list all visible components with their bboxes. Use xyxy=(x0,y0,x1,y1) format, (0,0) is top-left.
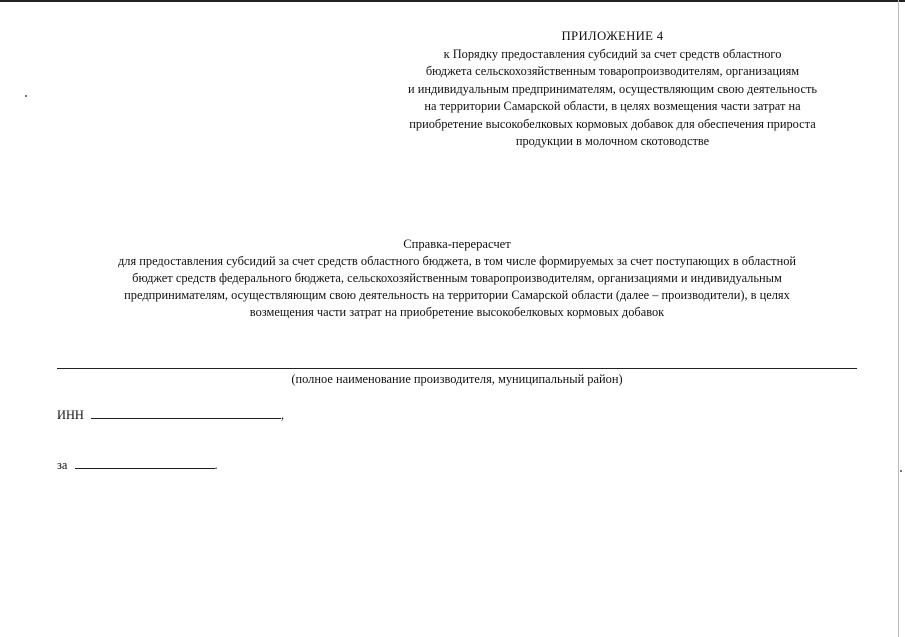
document-subtitle-line: предпринимателям, осуществляющим свою деятельность на территории Самарской области (далее – производители), в целях xyxy=(124,288,790,302)
appendix-line: на территории Самарской области, в целях возмещения части затрат на xyxy=(424,99,801,113)
page-top-border xyxy=(0,0,905,2)
inn-row xyxy=(57,405,284,423)
inn-label: ИНН xyxy=(57,408,84,422)
document-subtitle-line: бюджет средств федерального бюджета, сельскохозяйственным товаропроизводителям, организациями и индивидуальным xyxy=(132,271,782,285)
appendix-line: к Порядку предоставления субсидий за счет средств областного xyxy=(443,46,782,61)
page-right-edge xyxy=(898,0,899,637)
appendix-title: ПРИЛОЖЕНИЕ 4 xyxy=(561,29,664,43)
scan-speck xyxy=(25,95,27,97)
appendix-line: бюджета сельскохозяйственным товаропроизводителям, организациям xyxy=(425,64,800,78)
appendix-line: и индивидуальным предпринимателям, осуществляющим свою деятельность xyxy=(407,81,818,96)
inn-field[interactable] xyxy=(91,405,281,419)
inn-field-comma: , xyxy=(280,408,285,422)
producer-name-field[interactable] xyxy=(57,368,857,369)
appendix-line: продукции в молочном скотоводстве xyxy=(515,134,710,148)
scan-speck xyxy=(900,470,902,472)
period-label: за xyxy=(57,458,68,472)
document-heading xyxy=(52,236,862,321)
period-row xyxy=(57,455,218,473)
appendix-header xyxy=(360,28,865,151)
appendix-line: приобретение высокобелковых кормовых добавок для обеспечения прироста xyxy=(409,116,816,131)
period-field[interactable] xyxy=(75,455,215,469)
producer-name-caption: (полное наименование производителя, муниципальный район) xyxy=(291,372,623,386)
document-subtitle-line: возмещения части затрат на приобретение высокобелковых кормовых добавок xyxy=(249,305,665,319)
period-field-dot: . xyxy=(214,458,218,472)
document-title: Справка-перерасчет xyxy=(403,237,511,251)
document-subtitle-line: для предоставления субсидий за счет средств областного бюджета, в том числе формируемых за счет поступающих в областной xyxy=(117,254,797,268)
